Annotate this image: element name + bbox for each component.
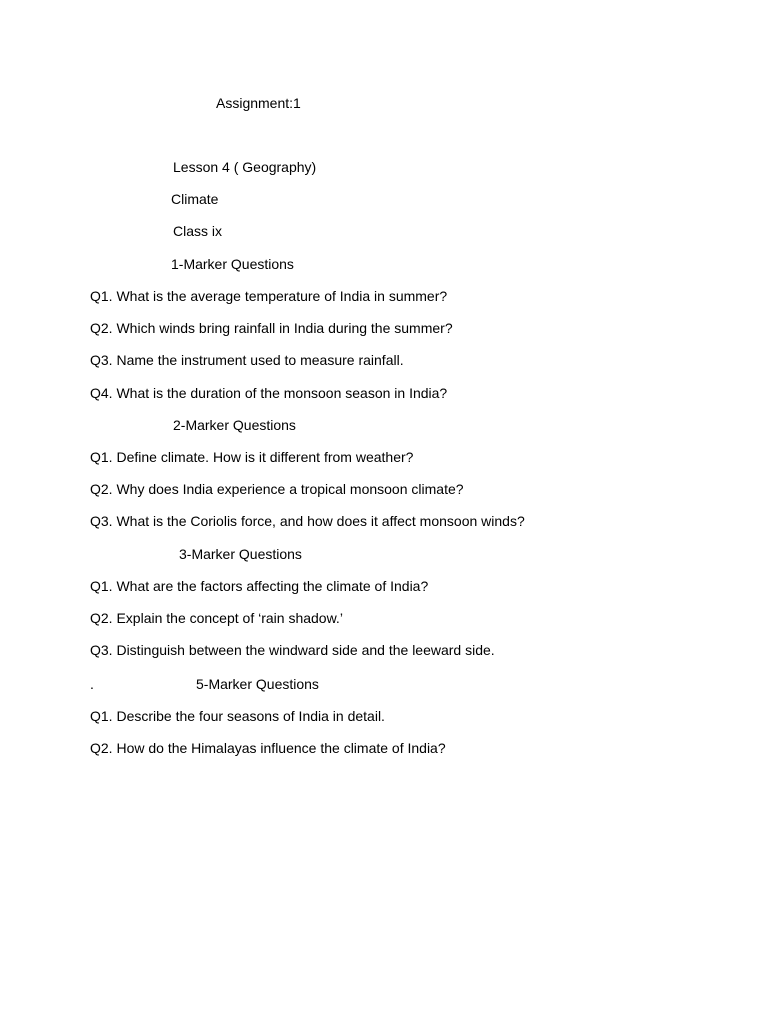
question-item: Q2. Which winds bring rainfall in India during the summer? <box>90 320 453 336</box>
question-item: Q3. Distinguish between the windward side and the leeward side. <box>90 642 495 658</box>
question-item: Q2. How do the Himalayas influence the climate of India? <box>90 740 446 756</box>
question-item: Q1. What is the average temperature of India in summer? <box>90 288 448 304</box>
question-item: Q2. Why does India experience a tropical monsoon climate? <box>90 481 464 497</box>
question-item: Q4. What is the duration of the monsoon season in India? <box>90 385 448 401</box>
assignment-title: Assignment:1 <box>216 95 301 111</box>
question-item: Q3. Name the instrument used to measure rainfall. <box>90 352 404 368</box>
section-heading-2-marker: 2-Marker Questions <box>173 417 296 433</box>
section-heading-5-marker: 5-Marker Questions <box>196 676 319 692</box>
section-heading-3-marker: 3-Marker Questions <box>179 546 302 562</box>
question-item: Q3. What is the Coriolis force, and how does it affect monsoon winds? <box>90 513 525 529</box>
question-item: Q1. Describe the four seasons of India in detail. <box>90 708 385 724</box>
class-label: Class ix <box>173 223 223 239</box>
topic-label: Climate <box>171 191 219 207</box>
section-heading-prefix-dot: . <box>90 676 94 692</box>
question-item: Q1. What are the factors affecting the climate of India? <box>90 578 429 594</box>
question-item: Q2. Explain the concept of ‘rain shadow.’ <box>90 610 343 626</box>
lesson-label: Lesson 4 ( Geography) <box>173 159 317 175</box>
section-heading-1-marker: 1-Marker Questions <box>171 256 294 272</box>
question-item: Q1. Define climate. How is it different from weather? <box>90 449 414 465</box>
